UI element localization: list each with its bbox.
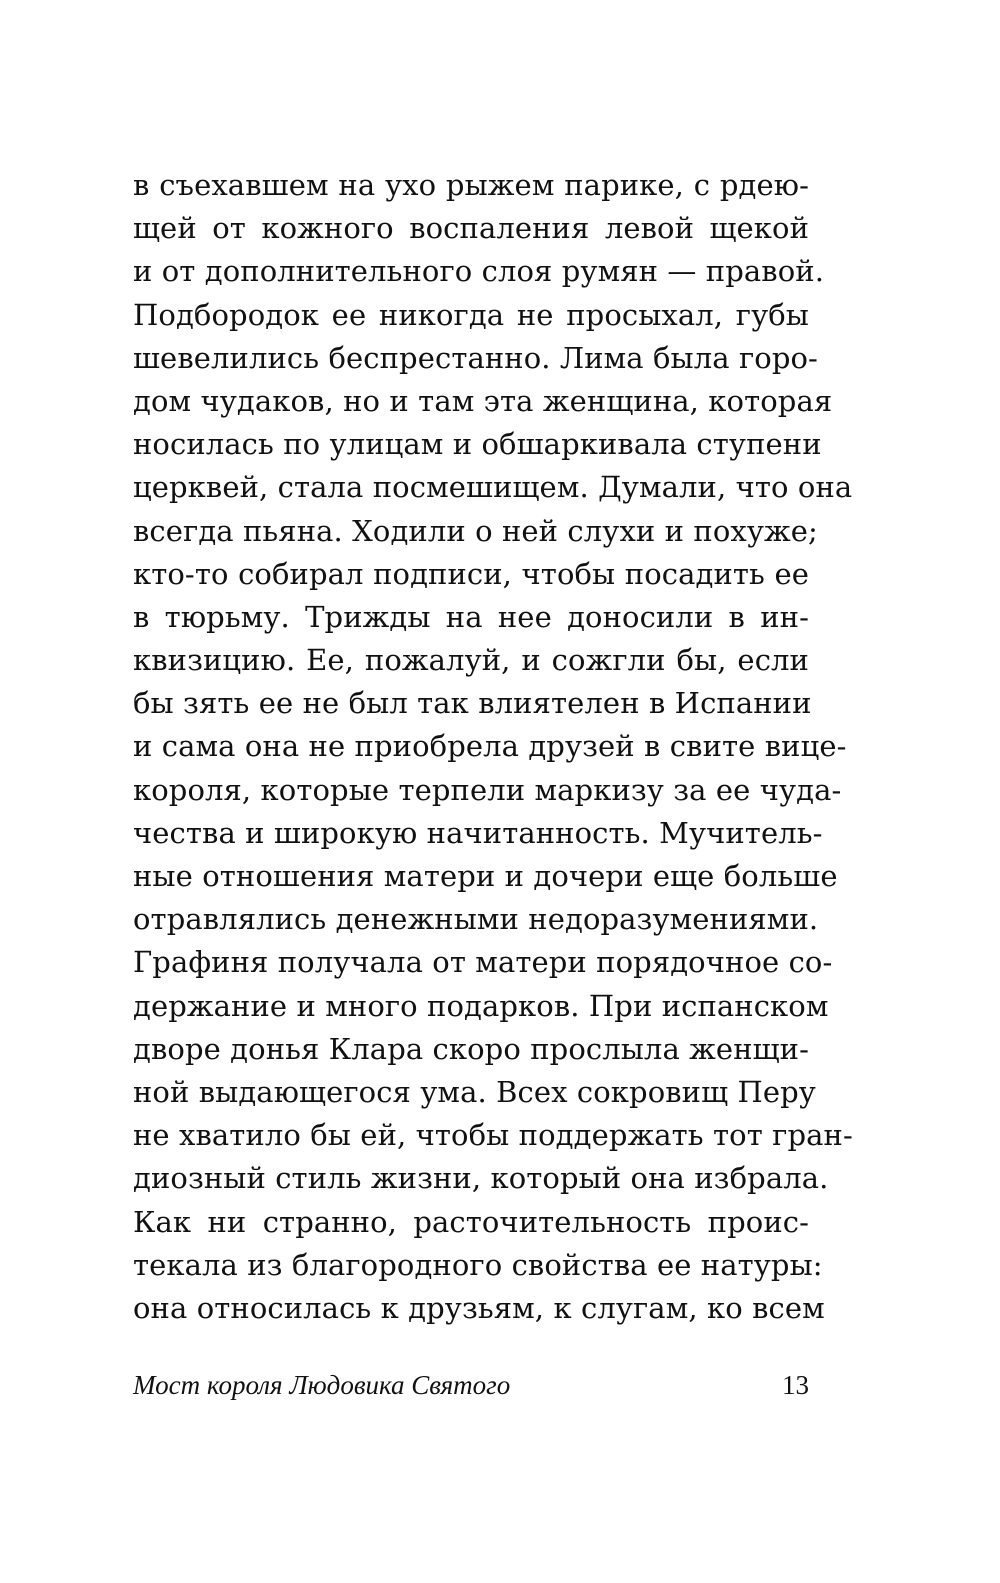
text-line: кто-то собирал подписи, чтобы посадить ее — [133, 556, 809, 591]
text-line: не хватило бы ей, чтобы поддержать тот гран- — [133, 1118, 853, 1153]
text-line: шевелились беспрестанно. Лима была горо- — [133, 340, 818, 375]
text-line: всегда пьяна. Ходили о ней слухи и похуже; — [133, 513, 818, 548]
text-line: щей от кожного воспаления левой щекой — [133, 211, 809, 246]
text-line: чества и широкую начитанность. Мучитель- — [133, 815, 823, 850]
text-line: дворе донья Клара скоро прослыла женщи- — [133, 1031, 810, 1066]
text-line: квизицию. Ее, пожалуй, и сожгли бы, если — [133, 643, 809, 678]
running-title: Мост короля Людовика Святого — [133, 1370, 511, 1400]
text-line: отравлялись денежными недоразумениями. — [133, 902, 819, 937]
text-line: диозный стиль жизни, который она избрала. — [133, 1161, 829, 1196]
text-line: носилась по улицам и обшаркивала ступени — [133, 427, 822, 462]
text-line: Графиня получала от матери порядочное со- — [133, 945, 833, 980]
text-line: в тюрьму. Трижды на нее доносили в ин- — [133, 599, 809, 634]
page-footer — [133, 1365, 809, 1405]
text-line: текала из благородного свойства ее натуры: — [133, 1247, 823, 1282]
text-line: держание и много подарков. При испанском — [133, 988, 829, 1023]
page-number: 13 — [782, 1370, 809, 1400]
text-line: и от дополнительного слоя румян — правой. — [133, 254, 825, 289]
text-line: дом чудаков, но и там эта женщина, которая — [133, 383, 833, 418]
text-line: церквей, стала посмешищем. Думали, что она — [133, 470, 853, 505]
text-line: она относилась к друзьям, к слугам, ко всем — [133, 1290, 825, 1325]
text-line: Как ни странно, расточительность проис- — [133, 1204, 809, 1239]
text-line: Подбородок ее никогда не просыхал, губы — [133, 297, 809, 332]
text-line: в съехавшем на ухо рыжем парике, с рдею- — [133, 168, 809, 202]
text-line: бы зять ее не был так влиятелен в Испании — [133, 686, 812, 721]
text-line: ной выдающегося ума. Всех сокровищ Перу — [133, 1074, 816, 1109]
body-text — [133, 164, 853, 1330]
text-line: ные отношения матери и дочери еще больше — [133, 859, 838, 893]
text-line: короля, которые терпели маркизу за ее чуда- — [133, 772, 842, 807]
text-line: и сама она не приобрела друзей в свите вице- — [133, 729, 847, 764]
